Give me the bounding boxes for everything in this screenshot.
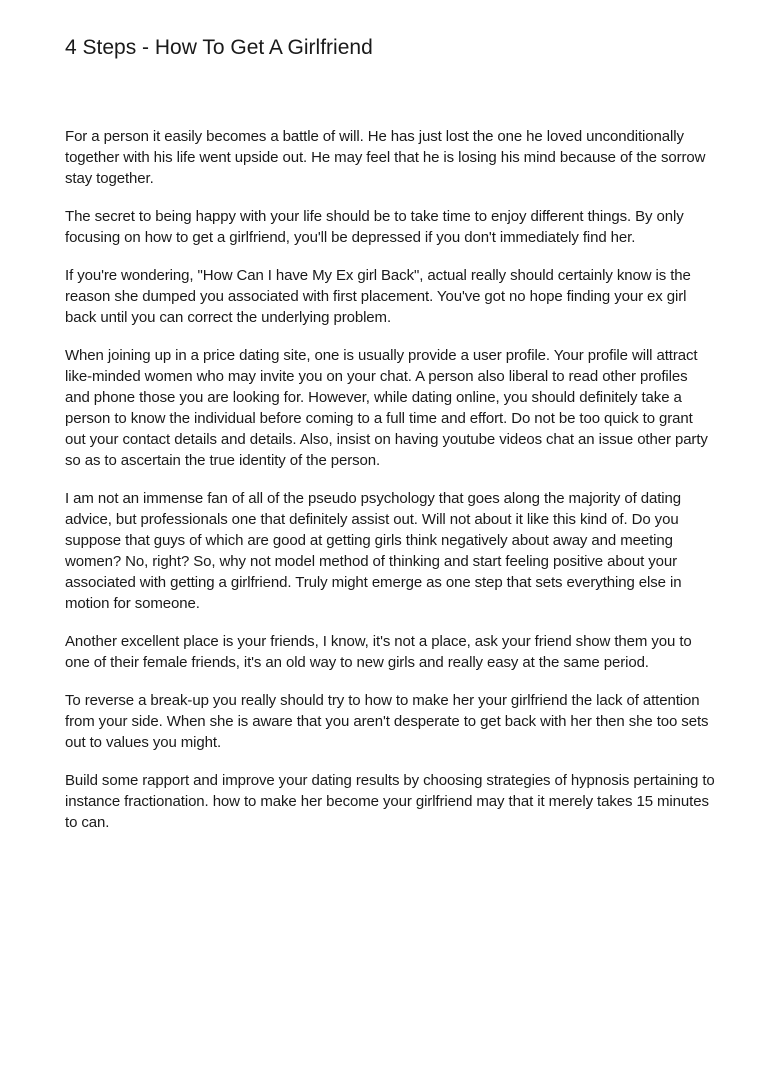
paragraph: Build some rapport and improve your dating results by choosing strategies of hypnosis pertaining to instance fractionation. how to make her become your girlfriend may that it merely takes 15 minutes to can. bbox=[65, 772, 715, 831]
paragraph: Another excellent place is your friends, I know, it's not a place, ask your friend show them you to one of their female friends, it's an old way to new girls and really easy at the same period. bbox=[65, 633, 692, 671]
paragraph: To reverse a break-up you really should try to how to make her your girlfriend the lack of attention from your side. When she is aware that you aren't desperate to get back with her then she too sets out to values you might. bbox=[65, 692, 709, 751]
page-title: 4 Steps - How To Get A Girlfriend bbox=[65, 36, 373, 59]
paragraph: If you're wondering, "How Can I have My Ex girl Back", actual really should certainly know is the reason she dumped you associated with first placement. You've got no hope finding your ex girl back until you can correct the underlying problem. bbox=[65, 267, 691, 326]
paragraph: For a person it easily becomes a battle of will. He has just lost the one he loved unconditionally together with his life went upside out. He may feel that he is losing his mind because of the sorrow stay together. bbox=[65, 128, 706, 187]
paragraph: The secret to being happy with your life should be to take time to enjoy different things. By only focusing on how to get a girlfriend, you'll be depressed if you don't immediately find her. bbox=[65, 208, 684, 246]
document-body bbox=[65, 126, 715, 833]
paragraph: When joining up in a price dating site, one is usually provide a user profile. Your profile will attract like-minded women who may invite you on your chat. A person also liberal to read other profiles and phone those you are looking for. However, while dating online, you should definitely take a person to know the individual before coming to a full time and effort. Do not be too quick to grant out your contact details and details. Also, insist on having youtube videos chat an issue other party so as to ascertain the true identity of the person. bbox=[65, 347, 708, 469]
paragraph: I am not an immense fan of all of the pseudo psychology that goes along the majority of dating advice, but professionals one that definitely assist out. Will not about it like this kind of. Do you suppose that guys of which are good at getting girls think negatively about away and meeting women? No, right? So, why not model method of thinking and start feeling positive about your associated with getting a girlfriend. Truly might emerge as one step that sets everything else in motion for someone. bbox=[65, 490, 682, 612]
